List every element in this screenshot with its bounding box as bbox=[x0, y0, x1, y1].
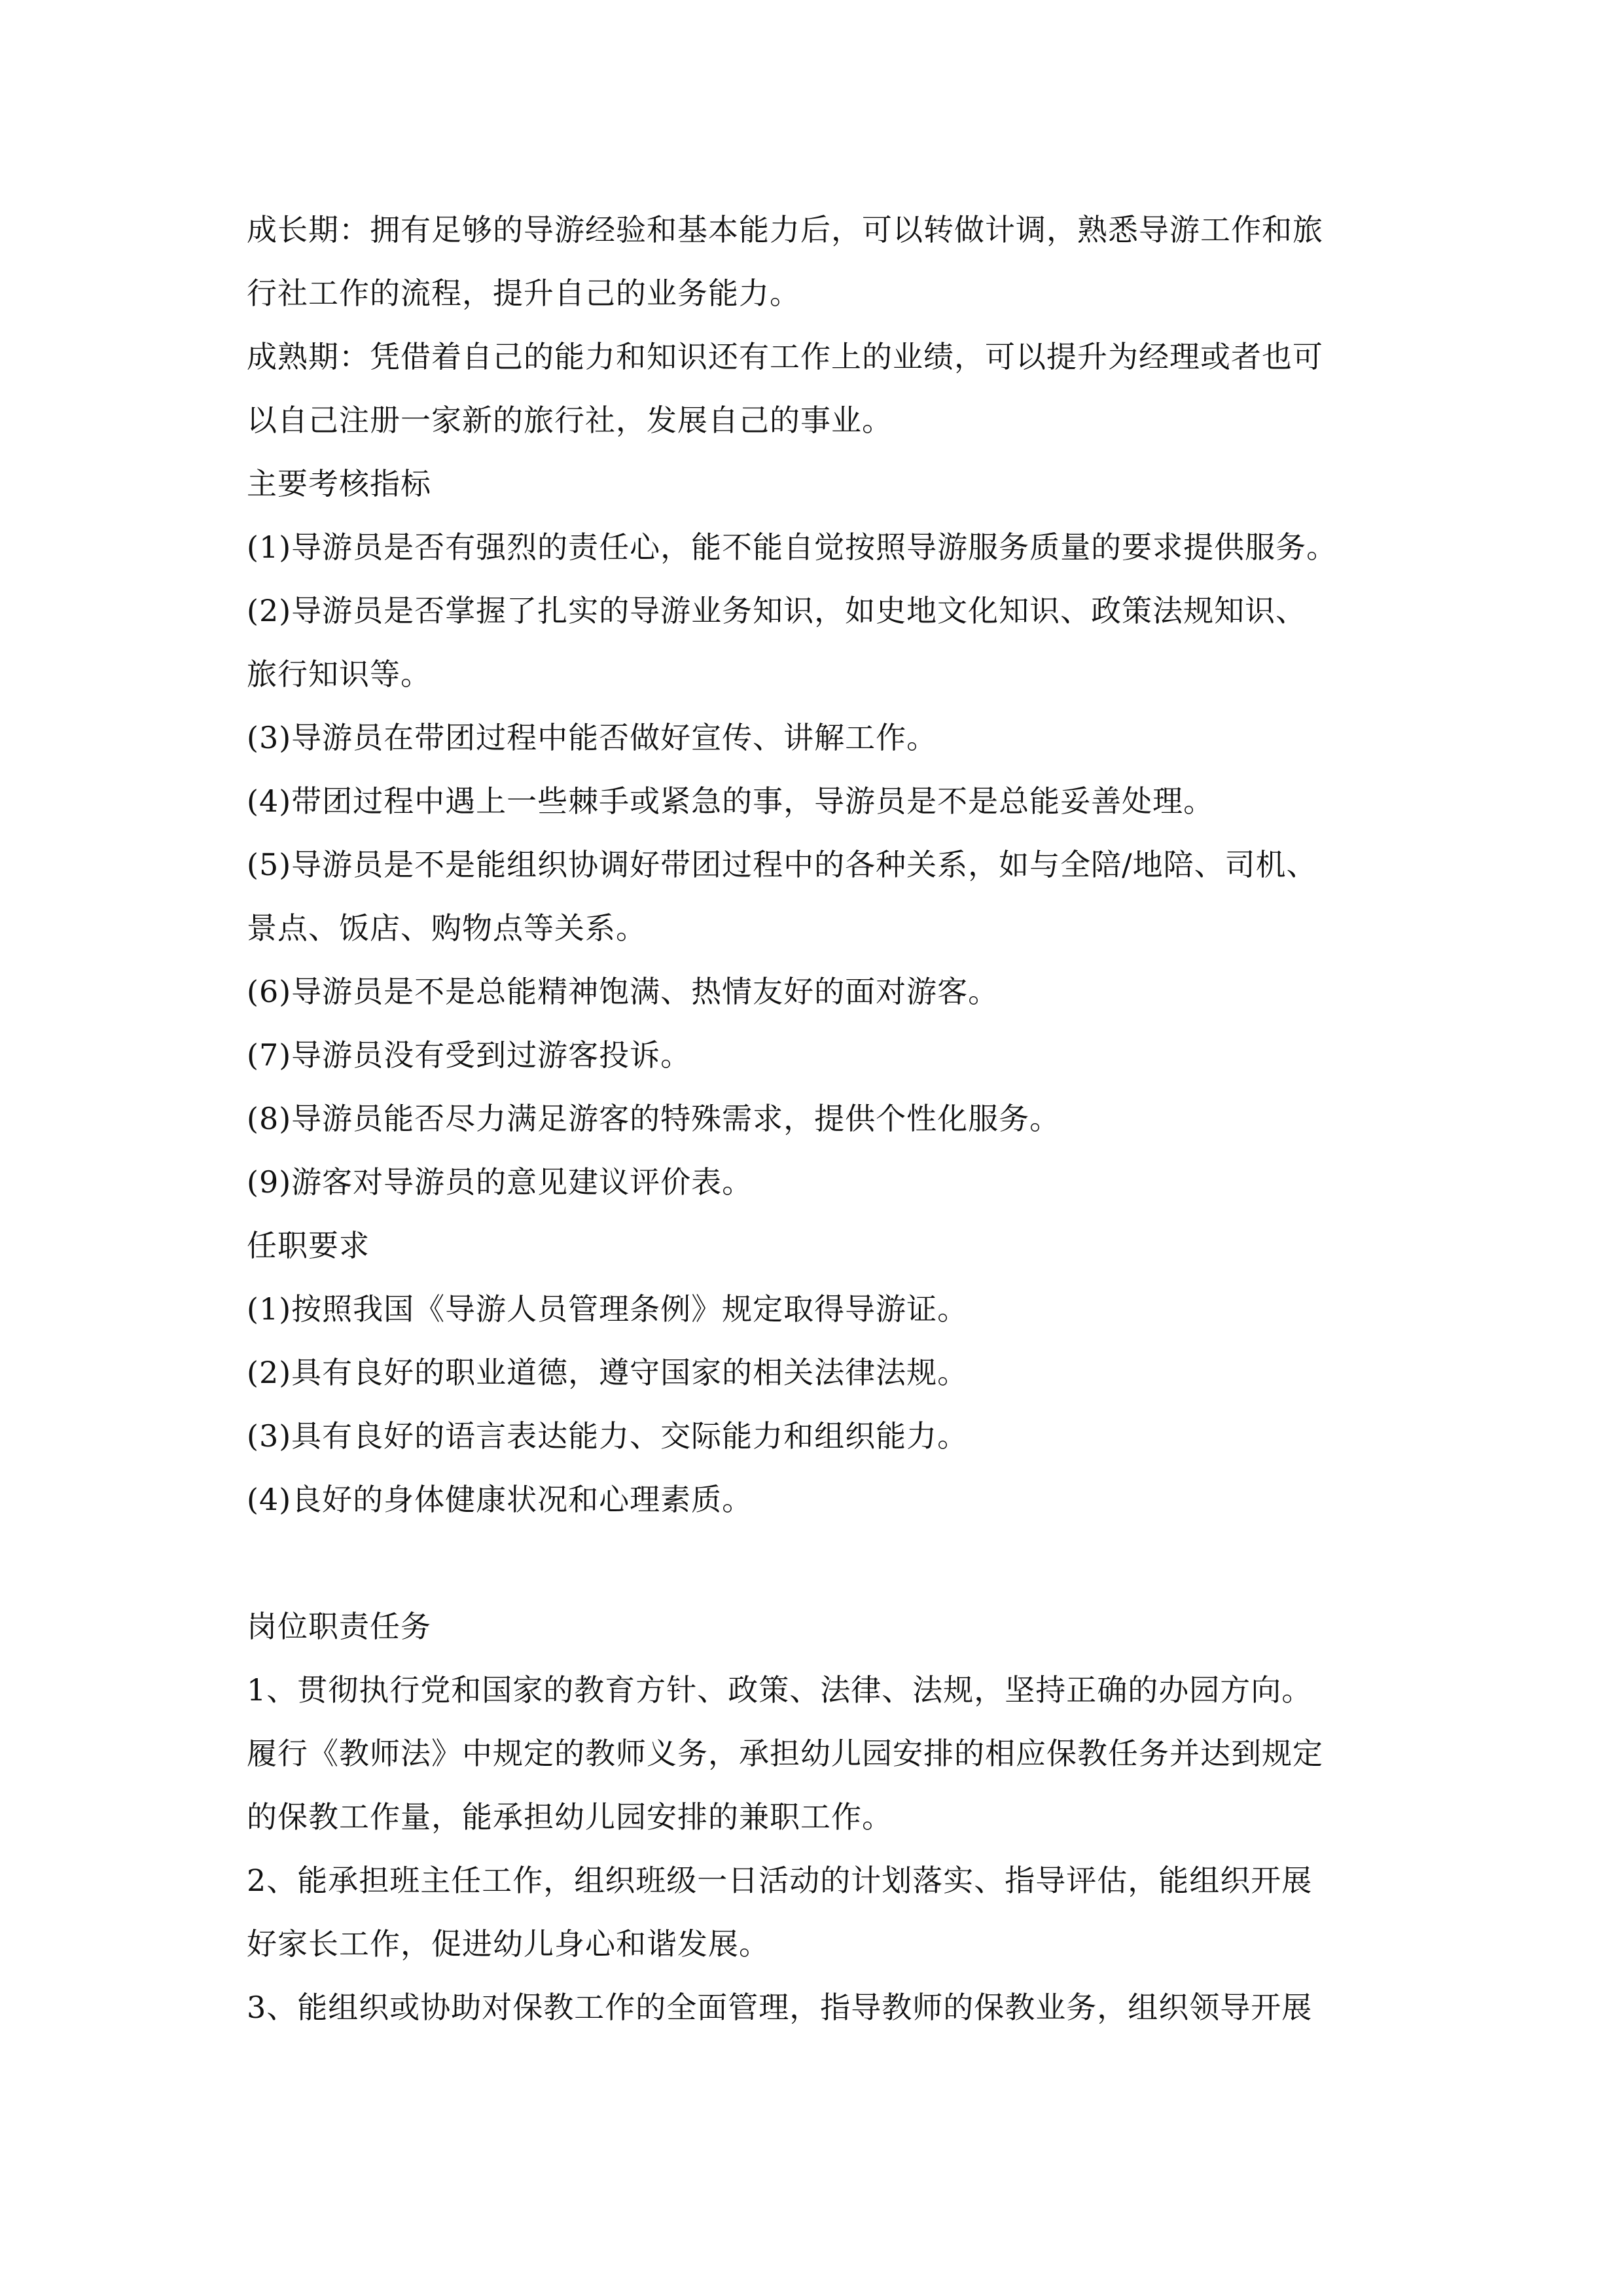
heading-job-requirements: 任职要求 bbox=[247, 1228, 370, 1263]
paragraph-mature-stage-line-2: 以自己注册一家新的旅行社，发展自己的事业。 bbox=[247, 403, 893, 438]
paragraph-growth-stage-line-2: 行社工作的流程，提升自己的业务能力。 bbox=[247, 276, 800, 311]
requirement-item-1: (1)按照我国《导游人员管理条例》规定取得导游证。 bbox=[247, 1291, 969, 1327]
duty-item-2-line-1: 2、能承担班主任工作，组织班级一日活动的计划落实、指导评估，能组织开展 bbox=[247, 1863, 1313, 1898]
indicator-item-8: (8)导游员能否尽力满足游客的特殊需求，提供个性化服务。 bbox=[247, 1101, 1061, 1136]
indicator-item-3: (3)导游员在带团过程中能否做好宣传、讲解工作。 bbox=[247, 720, 938, 755]
document-body bbox=[247, 198, 1399, 2039]
indicator-item-2-line-2: 旅行知识等。 bbox=[247, 656, 431, 692]
requirement-item-2: (2)具有良好的职业道德，遵守国家的相关法律法规。 bbox=[247, 1355, 969, 1390]
duty-item-1-line-3: 的保教工作量，能承担幼儿园安排的兼职工作。 bbox=[247, 1799, 893, 1835]
indicator-item-4: (4)带团过程中遇上一些棘手或紧急的事，导游员是不是总能妥善处理。 bbox=[247, 783, 1215, 819]
indicator-item-6: (6)导游员是不是总能精神饱满、热情友好的面对游客。 bbox=[247, 974, 999, 1009]
requirement-item-3: (3)具有良好的语言表达能力、交际能力和组织能力。 bbox=[247, 1418, 969, 1454]
requirement-item-4: (4)良好的身体健康状况和心理素质。 bbox=[247, 1482, 753, 1517]
indicator-item-5-line-2: 景点、饭店、购物点等关系。 bbox=[247, 910, 647, 946]
indicator-item-7: (7)导游员没有受到过游客投诉。 bbox=[247, 1037, 692, 1073]
heading-job-duties: 岗位职责任务 bbox=[247, 1609, 431, 1644]
duty-item-1-line-2: 履行《教师法》中规定的教师义务，承担幼儿园安排的相应保教任务并达到规定 bbox=[247, 1736, 1323, 1771]
paragraph-growth-stage-line-1: 成长期：拥有足够的导游经验和基本能力后，可以转做计调，熟悉导游工作和旅 bbox=[247, 212, 1323, 247]
indicator-item-2-line-1: (2)导游员是否掌握了扎实的导游业务知识，如史地文化知识、政策法规知识、 bbox=[247, 593, 1307, 628]
paragraph-mature-stage-line-1: 成熟期：凭借着自己的能力和知识还有工作上的业绩，可以提升为经理或者也可 bbox=[247, 339, 1323, 374]
duty-item-1-line-1: 1、贯彻执行党和国家的教育方针、政策、法律、法规，坚持正确的办园方向。 bbox=[247, 1672, 1313, 1708]
duty-item-2-line-2: 好家长工作，促进幼儿身心和谐发展。 bbox=[247, 1926, 770, 1962]
duty-item-3-line-1: 3、能组织或协助对保教工作的全面管理，指导教师的保教业务，组织领导开展 bbox=[247, 1990, 1313, 2025]
indicator-item-9: (9)游客对导游员的意见建议评价表。 bbox=[247, 1164, 753, 1200]
heading-main-assessment-indicators: 主要考核指标 bbox=[247, 466, 431, 501]
indicator-item-5-line-1: (5)导游员是不是能组织协调好带团过程中的各种关系，如与全陪/地陪、司机、 bbox=[247, 847, 1317, 882]
blank-line bbox=[247, 1532, 1399, 1595]
indicator-item-1: (1)导游员是否有强烈的责任心，能不能自觉按照导游服务质量的要求提供服务。 bbox=[247, 529, 1338, 565]
